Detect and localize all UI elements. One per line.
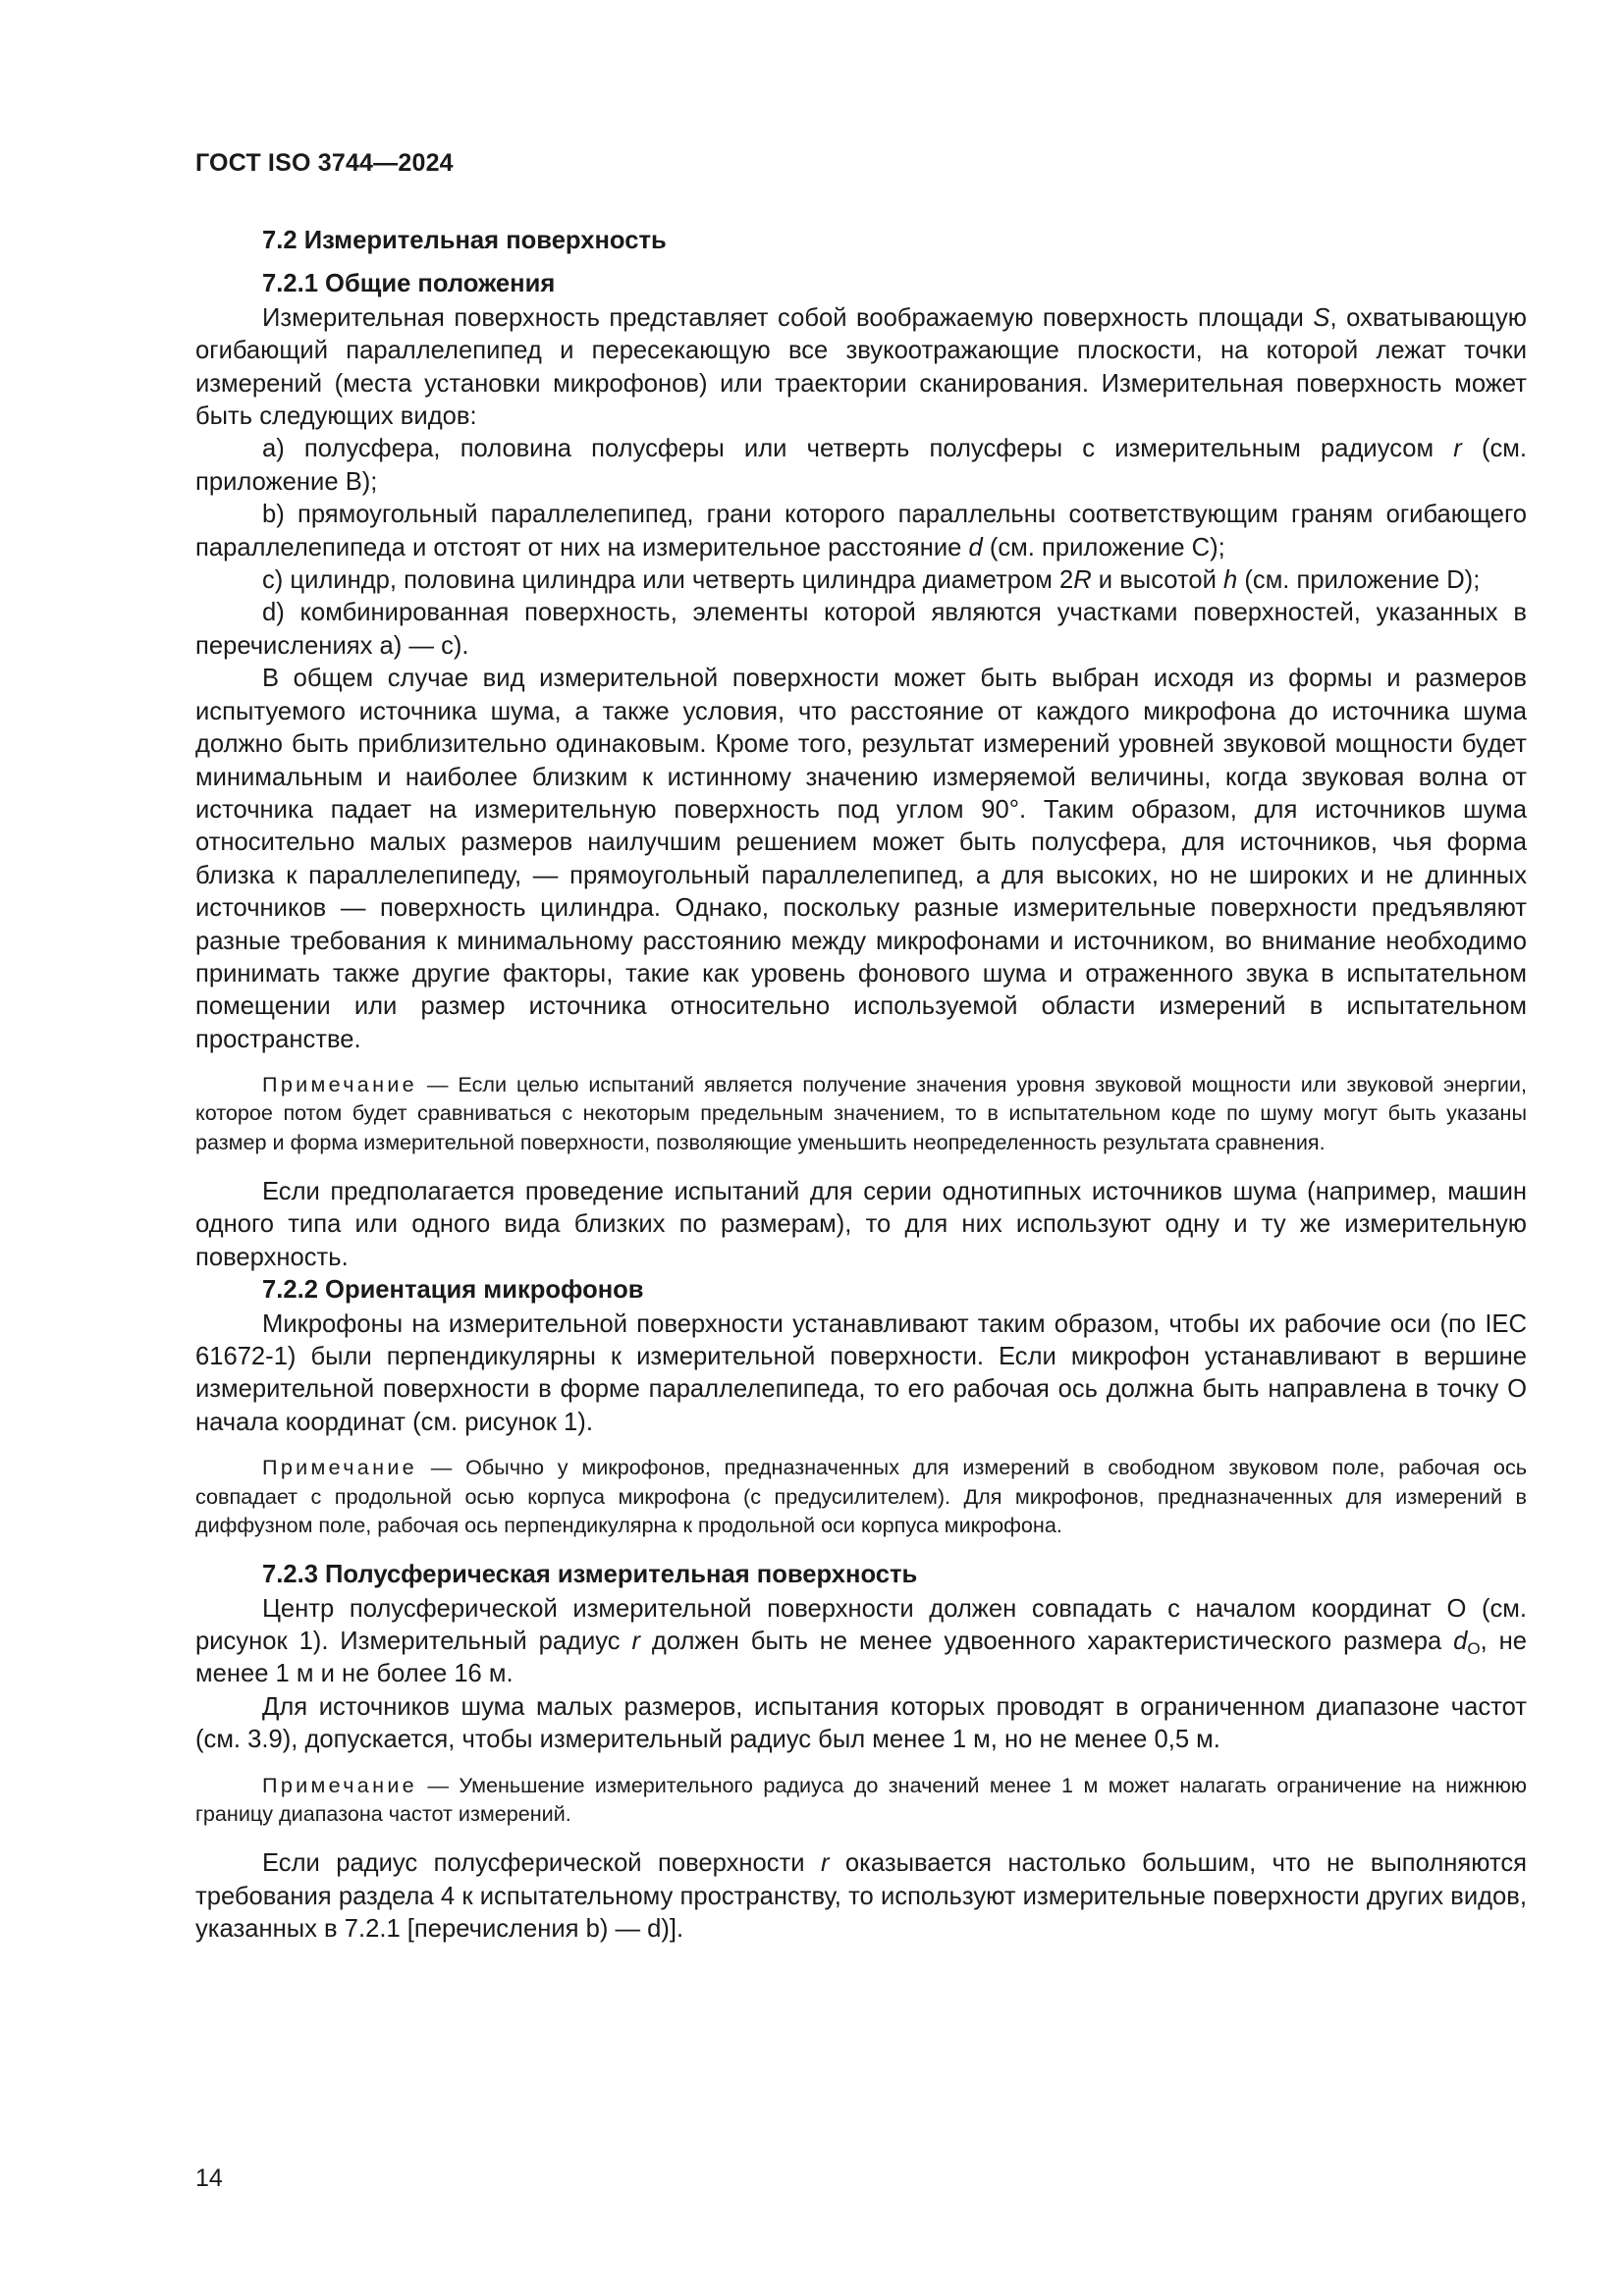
section-7-2-2-title: 7.2.2 Ориентация микрофонов [262,1276,644,1305]
note: Примечание — Если целью испытаний является получение значения уровня звуковой мощности или звуковой энергии, которое потом будет сравниваться с некоторым предельным значением, то в испытательном коде по шуму могут быть указаны размер и форма измерительной поверхности, позволяющие уменьшить неопределенность результата сравнения. [195,1072,1527,1154]
paragraph: Если предполагается проведение испытаний для серии однотипных источников шума (например, машин одного типа или одного вида близких по размерам), то для них используют одну и ту же измерительную поверхность. [195,1178,1527,1271]
note-label: Примечание [262,1455,417,1480]
note-label: Примечание [262,1072,417,1097]
section-7-2-title: 7.2 Измерительная поверхность [262,227,667,254]
paragraph: Для источников шума малых размеров, испытания которых проводят в ограниченном диапазоне частот (см. 3.9), допускается, чтобы измерительный радиус был менее 1 м, но не менее 0,5 м. [195,1692,1527,1754]
section-7-2-1-title: 7.2.1 Общие положения [262,270,556,298]
list-item-b: b) прямоугольный параллелепипед, грани которого параллельны соответствующим граням огибающего параллелепипеда и отстоят от них на измерительное расстояние d (см. приложение С); [195,501,1527,561]
paragraph: Измерительная поверхность представляет собой воображаемую поверхность площади S, охватывающую огибающий параллелепипед и пересекающую все звукоотражающие плоскости, на которой лежат точки измерений (места установки микрофонов) или траектории сканирования. Измерительная поверхность может быть следующих видов: [195,303,1527,431]
paragraph: Микрофоны на измерительной поверхности устанавливают таким образом, чтобы их рабочие оси (по IEC 61672-1) были перпендикулярны к измерительной поверхности. Если микрофон устанавливают в вершине измерительной поверхности в форме параллелепипеда, то его рабочая ось должна быть направлена в точку О начала координат (см. рисунок 1). [195,1309,1527,1436]
paragraph: Если радиус полусферической поверхности r оказывается настолько большим, что не выполняются требования раздела 4 к испытательному пространству, то используют измерительные поверхности других видов, указанных в 7.2.1 [перечисления b) — d)]. [195,1849,1527,1944]
list-item-a: а) полусфера, половина полусферы или четверть полусферы с измерительным радиусом r (см. приложение В); [195,435,1527,496]
paragraph: Центр полусферической измерительной поверхности должен совпадать с началом координат О (см. рисунок 1). Измерительный радиус r должен быть не менее удвоенного характеристического размера $d_O$, не менее 1 м и не более 16 м. [195,1594,1527,1688]
list-item-d: d) комбинированная поверхность, элементы которой являются участками поверхностей, указанных в перечислениях а) — c). [195,599,1527,660]
note: Примечание — Уменьшение измерительного радиуса до значений менее 1 м может налагать ограничение на нижнюю границу диапазона частот измерений. [195,1772,1527,1826]
paragraph: В общем случае вид измерительной поверхности может быть выбран исходя из формы и размеров испытуемого источника шума, а также условия, что расстояние от каждого микрофона до источника шума должно быть приблизительно одинаковым. Кроме того, результат измерений уровней звуковой мощности будет минимальным и наиболее близким к истинному значению измеряемой величины, когда звуковая волна от источника падает на измерительную поверхность под углом 90°. Таким образом, для источников шума относительно малых размеров наилучшим решением может быть полусфера, для источников, чья форма близка к параллелепипеду, — прямоугольный параллелепипед, а для высоких, но не широких и не длинных источников — поверхность цилиндра. Однако, поскольку разные измерительные поверхности предъявляют разные требования к минимальному расстоянию между микрофонами и источником, во внимание необходимо принимать также другие факторы, такие как уровень фонового шума и отраженного звука в испытательном помещении или размер источника относительно используемой области измерений в испытательном пространстве. [195,665,1527,1053]
note: Примечание — Обычно у микрофонов, предназначенных для измерений в свободном звуковом поле, рабочая ось совпадает с продольной осью корпуса микрофона (с предусилителем). Для микрофонов, предназначенных для измерений в диффузном поле, рабочая ось перпендикулярна к продольной оси корпуса микрофона. [195,1455,1527,1537]
list-item-c: c) цилиндр, половина цилиндра или четверть цилиндра диаметром 2R и высотой h (см. приложение D); [262,566,1481,595]
document-header: ГОСТ ISO 3744—2024 [195,149,454,177]
page-content [195,225,1527,1946]
page-number: 14 [195,2164,223,2192]
note-label: Примечание [262,1772,417,1797]
section-7-2-3-title: 7.2.3 Полусферическая измерительная поверхность [262,1561,918,1589]
